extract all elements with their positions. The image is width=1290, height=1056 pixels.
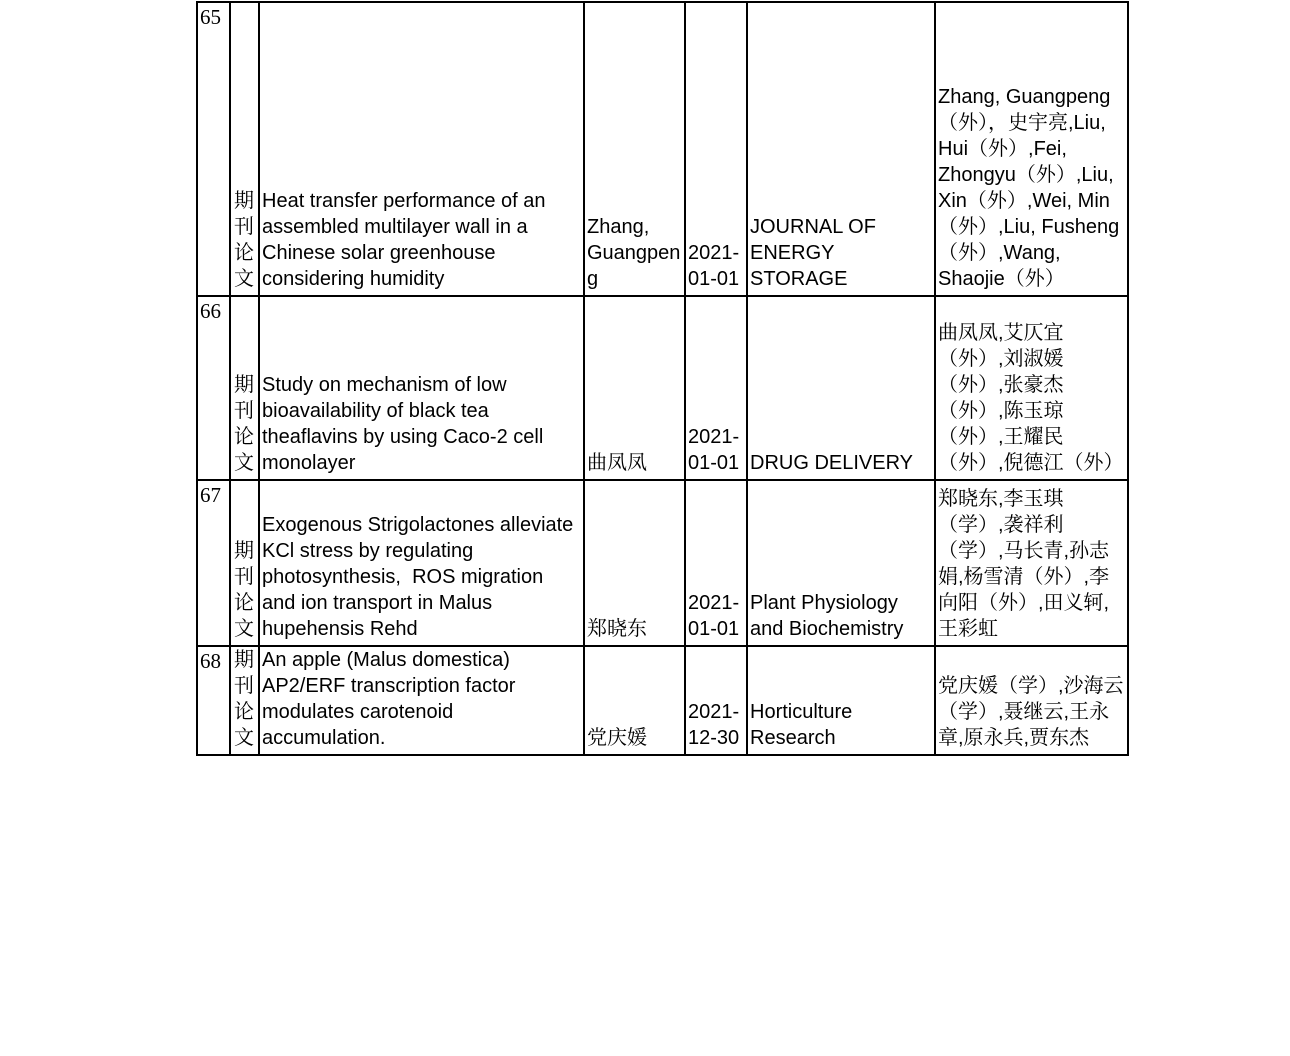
paper-type-cell: 期刊论文 xyxy=(230,646,259,755)
table-row xyxy=(197,646,1128,755)
row-index-cell: 67 xyxy=(197,480,230,646)
paper-title-cell: Exogenous Strigolactones alleviate KCl stress by regulating photosynthesis, ROS migration and ion transport in Malus hupehensis Rehd xyxy=(259,480,584,646)
publications-table xyxy=(196,1,1129,756)
journal-cell: Horticulture Research xyxy=(747,646,935,755)
row-index-cell: 66 xyxy=(197,296,230,480)
publish-date-cell: 2021-01-01 xyxy=(685,296,747,480)
all-authors-cell: 党庆媛（学）,沙海云（学）,聂继云,王永章,原永兵,贾东杰 xyxy=(935,646,1128,755)
publish-date-cell: 2021-12-30 xyxy=(685,646,747,755)
first-author-cell: 郑晓东 xyxy=(584,480,685,646)
table-row xyxy=(197,480,1128,646)
table-row xyxy=(197,296,1128,480)
publications-table-body xyxy=(197,2,1128,755)
paper-title-cell: Study on mechanism of low bioavailability of black tea theaflavins by using Caco-2 cell monolayer xyxy=(259,296,584,480)
journal-cell: JOURNAL OF ENERGY STORAGE xyxy=(747,2,935,296)
all-authors-cell: Zhang, Guangpeng（外），史宇亮,Liu, Hui（外）,Fei, Zhongyu（外）,Liu, Xin（外）,Wei, Min（外）,Liu, Fusheng（外）,Wang, Shaojie（外） xyxy=(935,2,1128,296)
row-index-cell: 68 xyxy=(197,646,230,755)
first-author-cell: Zhang, Guangpeng xyxy=(584,2,685,296)
journal-cell: Plant Physiology and Biochemistry xyxy=(747,480,935,646)
publish-date-cell: 2021-01-01 xyxy=(685,480,747,646)
first-author-cell: 党庆媛 xyxy=(584,646,685,755)
paper-title-cell: An apple (Malus domestica) AP2/ERF transcription factor modulates carotenoid accumulation. xyxy=(259,646,584,755)
row-index-cell: 65 xyxy=(197,2,230,296)
journal-cell: DRUG DELIVERY xyxy=(747,296,935,480)
all-authors-cell: 曲凤凤,艾仄宜（外）,刘淑媛（外）,张豪杰（外）,陈玉琼（外）,王耀民（外）,倪德江（外） xyxy=(935,296,1128,480)
publish-date-cell: 2021-01-01 xyxy=(685,2,747,296)
paper-title-cell: Heat transfer performance of an assembled multilayer wall in a Chinese solar greenhouse considering humidity xyxy=(259,2,584,296)
first-author-cell: 曲凤凤 xyxy=(584,296,685,480)
table-row xyxy=(197,2,1128,296)
paper-type-cell: 期刊论文 xyxy=(230,480,259,646)
paper-type-cell: 期刊论文 xyxy=(230,296,259,480)
paper-type-cell: 期刊论文 xyxy=(230,2,259,296)
all-authors-cell: 郑晓东,李玉琪（学）,袭祥利（学）,马长青,孙志娟,杨雪清（外）,李向阳（外）,田义轲,王彩虹 xyxy=(935,480,1128,646)
